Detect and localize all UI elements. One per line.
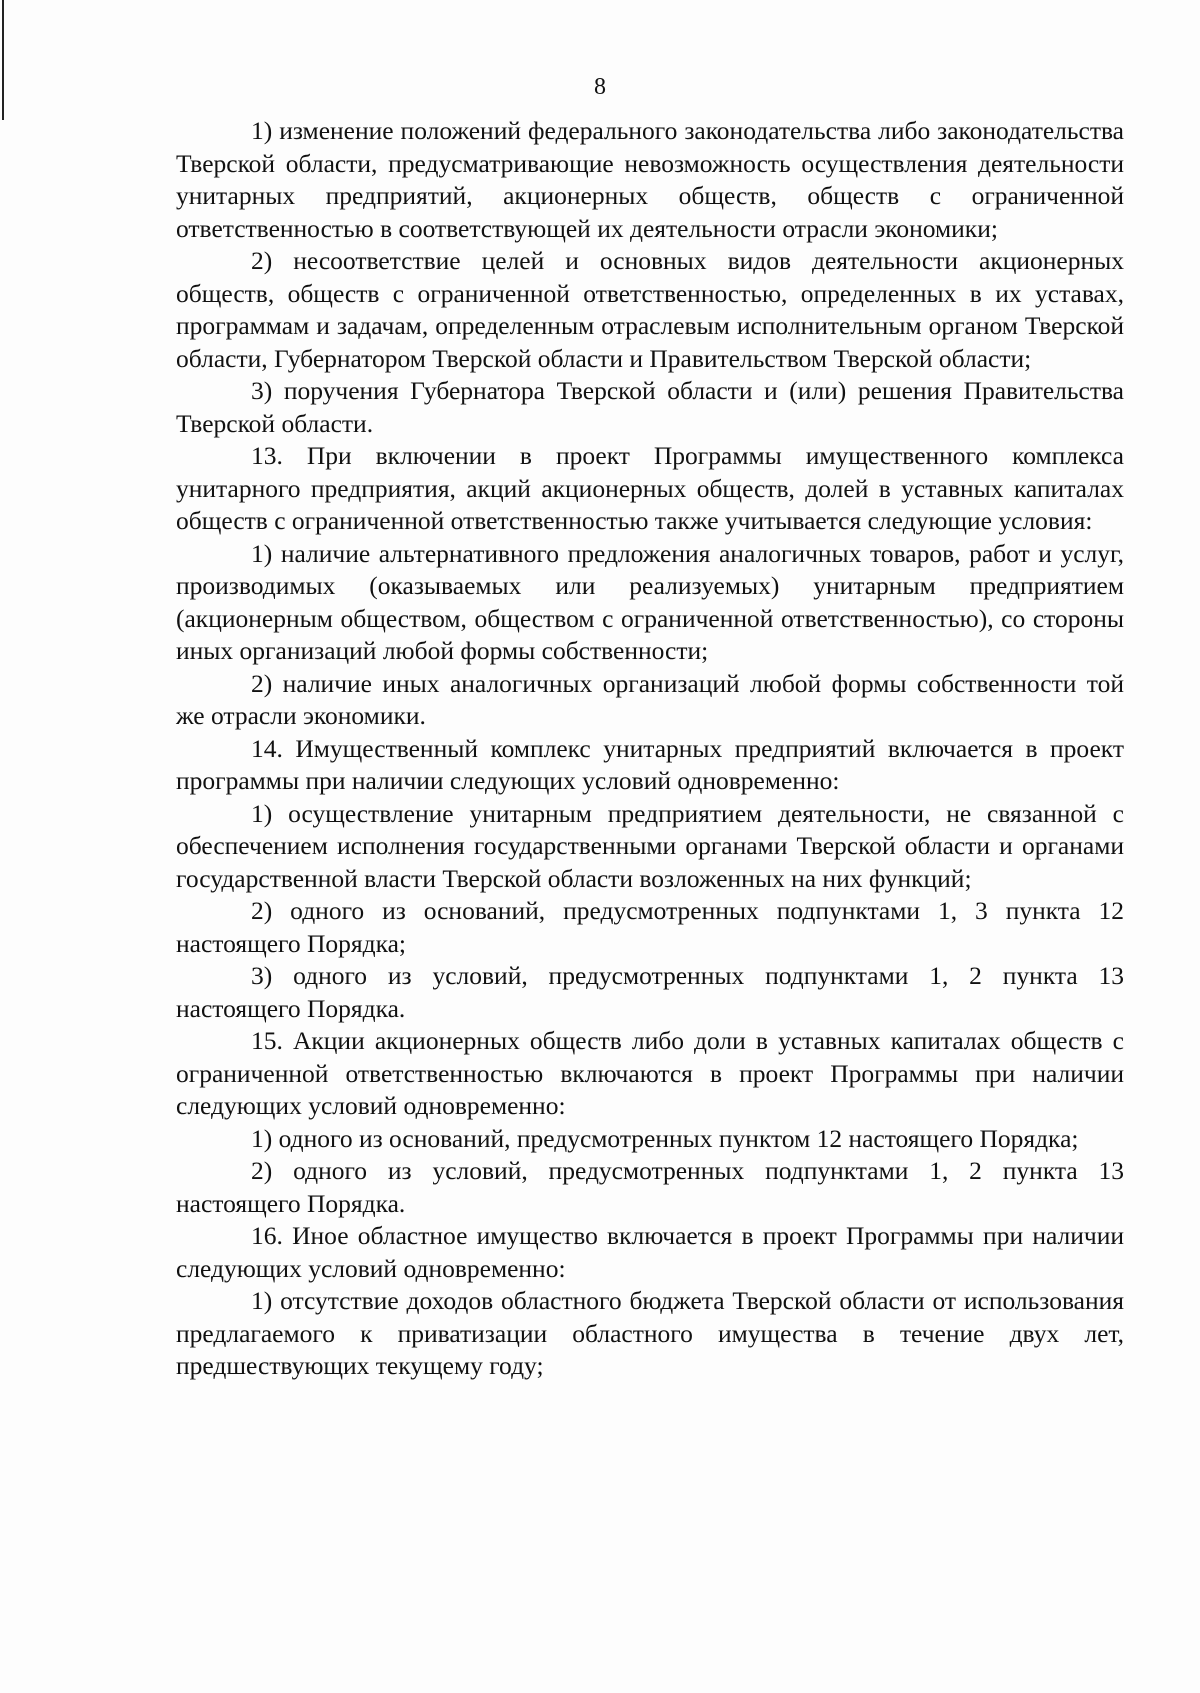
- paragraph-14-3: 3) одного из условий, предусмотренных подпунктами 1, 2 пункта 13 настоящего Порядка.: [176, 961, 1124, 1023]
- paragraph-15-2: 2) одного из условий, предусмотренных подпунктами 1, 2 пункта 13 настоящего Порядка.: [176, 1156, 1124, 1218]
- paragraph-12-3: 3) поручения Губернатора Тверской области и (или) решения Правительства Тверской области.: [176, 376, 1124, 438]
- paragraph-12-1: 1) изменение положений федерального законодательства либо законодательства Тверской области, предусматривающие невозможность осуществления деятельности унитарных предприятий, акционерных обществ, обществ с ограниченной ответственностью в соответствующей их деятельности отрасли экономики;: [176, 116, 1124, 243]
- document-body: [176, 115, 1124, 1383]
- page-number: 8: [594, 74, 606, 100]
- paragraph-14-1: 1) осуществление унитарным предприятием деятельности, не связанной с обеспечением исполнения государственными органами Тверской области и органами государственной власти Тверской области возложенных на них функций;: [176, 798, 1124, 893]
- paragraph-13: 13. При включении в проект Программы имущественного комплекса унитарного предприятия, акций акционерных обществ, долей в уставных капиталах обществ с ограниченной ответственностью также учитывается следующие условия:: [176, 441, 1124, 535]
- paragraph-13-1: 1) наличие альтернативного предложения аналогичных товаров, работ и услуг, производимых (оказываемых или реализуемых) унитарным предприятием (акционерным обществом, обществом с ограниченной ответственностью), со стороны иных организаций любой формы собственности;: [176, 538, 1124, 665]
- scan-edge-mark: [2, 0, 4, 120]
- paragraph-15: 15. Акции акционерных обществ либо доли в уставных капиталах обществ с ограниченной ответственностью включаются в проект Программы при наличии следующих условий одновременно:: [176, 1026, 1124, 1120]
- paragraph-14-2: 2) одного из оснований, предусмотренных подпунктами 1, 3 пункта 12 настоящего Порядка;: [176, 896, 1124, 958]
- paragraph-14: 14. Имущественный комплекс унитарных предприятий включается в проект программы при наличии следующих условий одновременно:: [176, 733, 1124, 795]
- paragraph-13-2: 2) наличие иных аналогичных организаций любой формы собственности той же отрасли экономики.: [176, 668, 1124, 730]
- paragraph-16-1: 1) отсутствие доходов областного бюджета Тверской области от использования предлагаемого к приватизации областного имущества в течение двух лет, предшествующих текущему году;: [176, 1286, 1124, 1380]
- paragraph-16: 16. Иное областное имущество включается в проект Программы при наличии следующих условий одновременно:: [176, 1221, 1124, 1283]
- paragraph-12-2: 2) несоответствие целей и основных видов деятельности акционерных обществ, обществ с ограниченной ответственностью, определенных в их уставах, программам и задачам, определенным отраслевым исполнительным органом Тверской области, Губернатором Тверской области и Правительством Тверской области;: [176, 246, 1124, 373]
- paragraph-15-1: 1) одного из оснований, предусмотренных пунктом 12 настоящего Порядка;: [251, 1123, 1079, 1153]
